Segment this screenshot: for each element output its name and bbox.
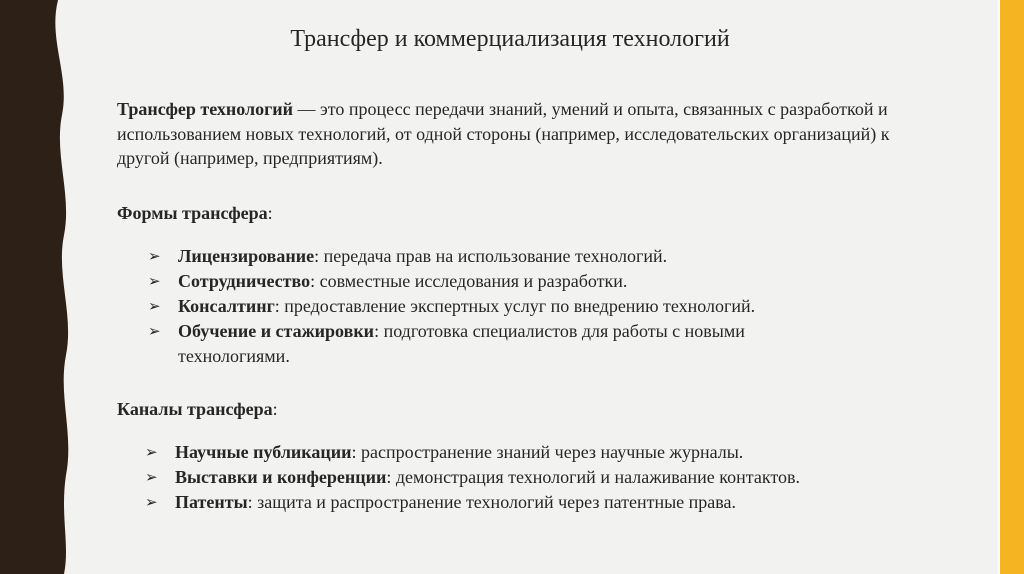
arrow-right-icon: ➢ [145,493,158,511]
forms-heading-text: Формы трансфера [117,203,268,223]
list-item: ➢ Обучение и стажировки: подготовка специалистов для работы с новыми технологиями. [148,321,745,366]
arrow-right-icon: ➢ [148,297,161,315]
arrow-right-icon: ➢ [148,322,161,340]
intro-definition: — это процесс передачи знаний, умений и опыта, связанных с разработкой и использованием новых технологий, от одной стороны (например, исследовательских организаций) к другой (например, предприятиям). [117,99,890,168]
slide-title: Трансфер и коммерциализация технологий [290,26,730,52]
intro-paragraph [117,97,917,171]
arrow-right-icon: ➢ [148,272,161,290]
list-item: ➢ Лицензирование: передача прав на использование технологий. [148,244,888,269]
intro-term: Трансфер технологий [117,99,294,119]
right-accent-bar [1000,0,1024,574]
forms-list [148,244,888,369]
list-item: ➢ Выставки и конференции: демонстрация технологий и налаживание контактов. [145,465,945,490]
list-item: ➢ Сотрудничество: совместные исследования и разработки. [148,269,888,294]
left-decorative-wave [0,0,80,574]
arrow-right-icon: ➢ [145,468,158,486]
channels-heading: Каналы трансфера: [117,399,278,419]
list-item: ➢ Патенты: защита и распространение технологий через патентные права. [145,490,945,515]
channels-heading-text: Каналы трансфера [117,399,273,419]
channels-list [145,440,945,515]
arrow-right-icon: ➢ [148,247,161,265]
list-item: ➢ Консалтинг: предоставление экспертных услуг по внедрению технологий. [148,294,888,319]
list-item: ➢ Научные публикации: распространение знаний через научные журналы. [145,440,945,465]
arrow-right-icon: ➢ [145,443,158,461]
forms-heading: Формы трансфера: [117,203,273,223]
